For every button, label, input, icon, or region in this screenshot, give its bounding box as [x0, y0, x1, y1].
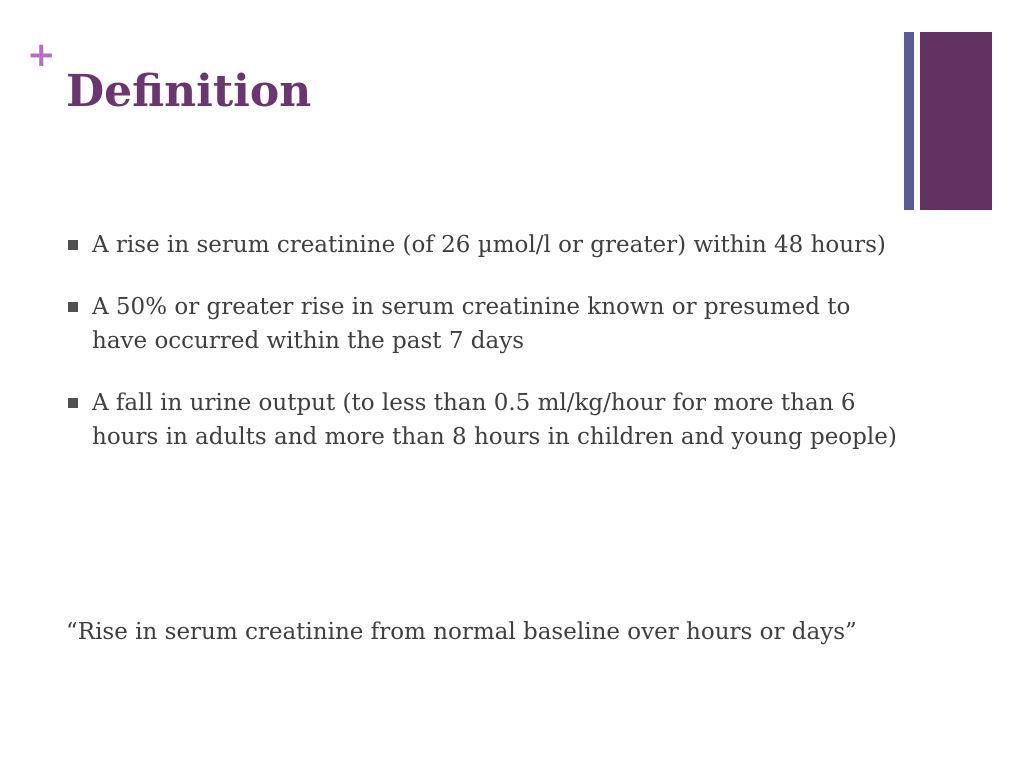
bullet-text: A 50% or greater rise in serum creatinine known or presumed to have occurred within the past 7 days	[92, 294, 851, 354]
square-bullet-icon	[68, 398, 78, 408]
square-bullet-icon	[68, 240, 78, 250]
definition-quote: “Rise in serum creatinine from normal baseline over hours or days”	[66, 619, 857, 645]
accent-bar-thin	[904, 32, 914, 210]
bullet-item	[68, 290, 898, 358]
bullet-text: A rise in serum creatinine (of 26 µmol/l or greater) within 48 hours)	[92, 232, 886, 258]
plus-icon: +	[27, 35, 56, 75]
accent-bar-thick	[920, 32, 992, 210]
slide-title: Definition	[66, 66, 312, 117]
bullet-text: A fall in urine output (to less than 0.5 ml/kg/hour for more than 6 hours in adults and more than 8 hours in children and young people)	[92, 390, 897, 450]
bullet-item	[68, 386, 898, 454]
square-bullet-icon	[68, 302, 78, 312]
bullet-list	[68, 228, 898, 482]
bullet-item	[68, 228, 898, 262]
